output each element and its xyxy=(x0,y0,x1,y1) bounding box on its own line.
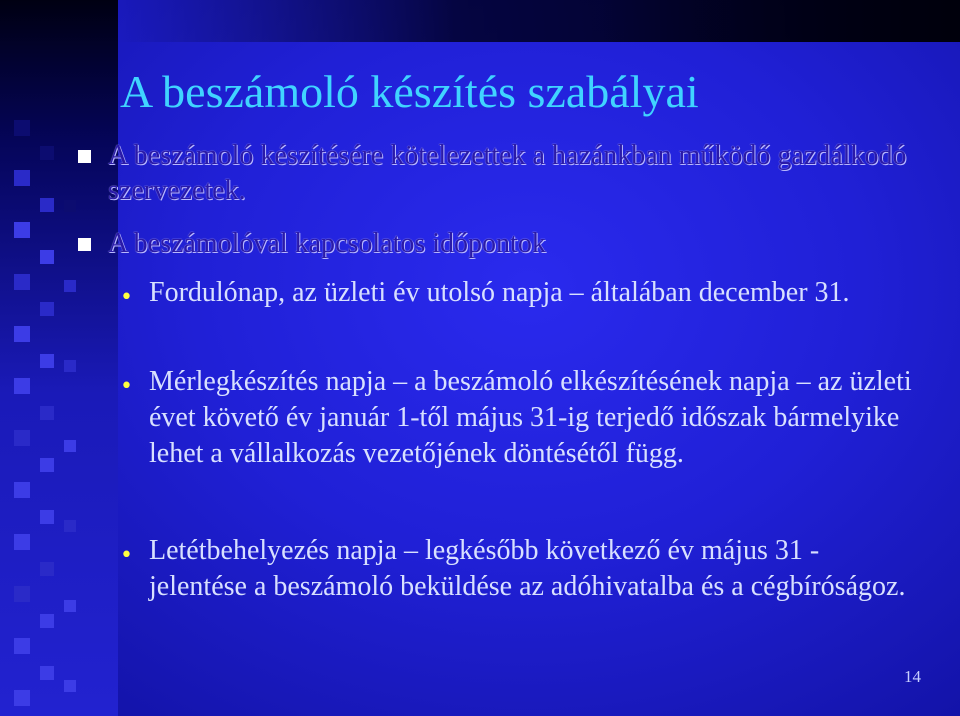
square-bullet-icon xyxy=(78,150,91,163)
subbullet-item xyxy=(120,533,920,605)
page-number: 14 xyxy=(904,667,921,686)
bullet-text: A beszámoló készítésére kötelezettek a hazánkban működő gazdálkodó szervezetek. xyxy=(108,140,907,206)
bullet-item xyxy=(78,226,928,261)
bullet-text: A beszámolóval kapcsolatos időpontok xyxy=(108,228,546,259)
subbullet-text: Fordulónap, az üzleti év utolsó napja – általában december 31. xyxy=(149,277,850,308)
dot-bullet-icon: • xyxy=(120,543,133,568)
slide-title: A beszámoló készítés szabályai xyxy=(120,66,699,117)
top-dark-band-right xyxy=(600,0,960,42)
subbullet-text: Mérlegkészítés napja – a beszámoló elkészítésének napja – az üzleti évet követő év január 1-től május 31-ig terjedő időszak bármelyike lehet a vállalkozás vezetőjének döntésétől függ. xyxy=(149,366,912,469)
dot-bullet-icon: • xyxy=(120,285,133,310)
square-bullet-icon xyxy=(78,238,91,251)
bullet-item xyxy=(78,138,928,208)
left-decorative-strip xyxy=(0,0,118,716)
subbullet-text: Letétbehelyezés napja – legkésőbb következő év május 31 - jelentése a beszámoló beküldése az adóhivatalba és a cégbíróságoz. xyxy=(149,535,906,602)
subbullet-item xyxy=(120,364,920,472)
dot-bullet-icon: • xyxy=(120,374,133,399)
subbullet-item xyxy=(120,275,920,311)
